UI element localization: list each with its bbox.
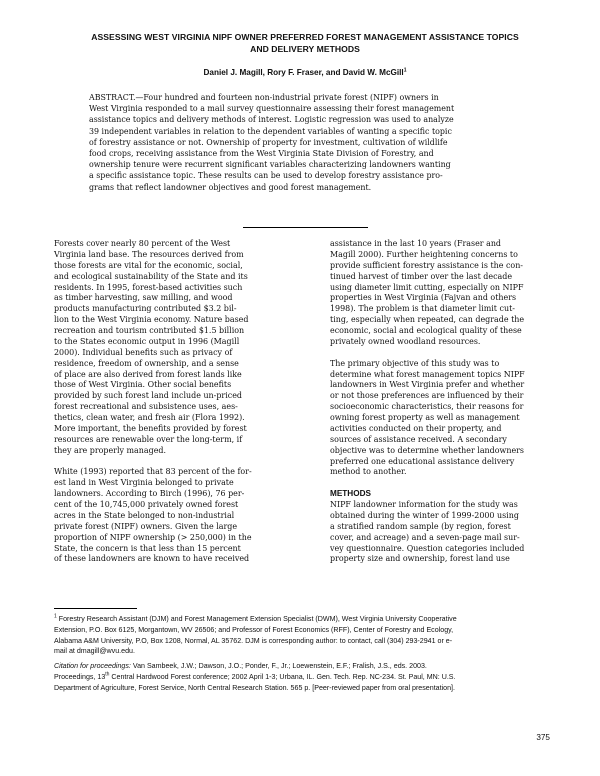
text-line: privately owned woodland resources. xyxy=(330,336,481,346)
text-line: properties in West Virginia (Fajvan and others xyxy=(330,293,517,303)
text-line: More important, the benefits provided by forest xyxy=(54,423,247,433)
text-line: resources are renewable over the long-term, if xyxy=(54,434,243,444)
citation-text: Central Hardwood Forest conference; 2002 April 1-3; Urbana, IL. Gen. Tech. Rep. NC-234. St. Paul, MN: U.S. xyxy=(109,672,456,681)
abstract-line: of forestry assistance or not. Ownership of property for investment, cultivation of wildlife xyxy=(89,137,448,147)
text-line: Forests cover nearly 80 percent of the West xyxy=(54,239,231,248)
paragraph xyxy=(54,239,294,457)
footnote-text: Forestry Research Assistant (DJM) and Forest Management Extension Specialist (DWM), West Virginia University Cooperative xyxy=(56,615,457,623)
text-line: State, the concern is that less than 15 percent xyxy=(54,543,241,553)
text-line: sources of assistance received. A secondary xyxy=(330,434,507,444)
abstract xyxy=(89,92,521,193)
abstract-line: ownership tenure were recurrent significant variables characterizing landowners wanting xyxy=(89,160,451,170)
abstract-line: assistance topics and delivery methods of interest. Logistic regression was used to analyze xyxy=(89,115,454,125)
text-line: cover, and acreage) and a seven-page mail sur- xyxy=(330,532,520,542)
text-line: of place are also derived from forest lands like xyxy=(54,369,242,379)
text-line: residents. In 1995, forest-based activities such xyxy=(54,282,243,292)
text-line: and ecological sustainability of the State and its xyxy=(54,271,248,281)
text-line: economic, social and ecological quality of these xyxy=(330,326,522,335)
abstract-line: grams that reflect landowner objectives and good forest management. xyxy=(89,182,372,192)
text-line: activities conducted on their property, and xyxy=(330,423,502,433)
text-line: forest recreational and subsistence uses, aes- xyxy=(54,402,238,412)
text-line: those of West Virginia. Other social benefits xyxy=(54,380,232,390)
text-line: tinued harvest of timber over the last decade xyxy=(330,271,513,281)
text-line: owning forest property as well as management xyxy=(330,413,520,423)
section-divider xyxy=(243,227,368,228)
text-line: method to another. xyxy=(330,467,407,477)
text-line: ting, especially when repeated, can degrade the xyxy=(330,315,525,325)
title-line: ASSESSING WEST VIRGINIA NIPF OWNER PREFERRED FOREST MANAGEMENT ASSISTANCE TOPICS xyxy=(91,32,519,42)
abstract-line: food crops, receiving assistance from the West Virginia State Division of Forestry, and xyxy=(89,149,434,159)
text-line: est land in West Virginia belonged to private xyxy=(54,478,234,488)
text-line: landowners in West Virginia prefer and whether xyxy=(330,380,525,390)
text-line: provide sufficient forestry assistance is the con- xyxy=(330,260,523,270)
title-line: AND DELIVERY METHODS xyxy=(250,44,360,54)
text-line: White (1993) reported that 83 percent of the for- xyxy=(54,467,252,477)
footnote-line: mail at dmagill@wvu.edu. xyxy=(54,647,135,656)
text-line: those forests are vital for the economic, social, xyxy=(54,260,243,270)
text-line: vey questionnaire. Question categories included xyxy=(330,543,525,553)
text-line: landowners. According to Birch (1996), 76 per- xyxy=(54,489,245,499)
paragraph xyxy=(330,239,570,348)
text-line: as timber harvesting, saw milling, and wood xyxy=(54,293,233,303)
footnote-line xyxy=(54,614,549,625)
text-line: acres in the State belonged to non-industrial xyxy=(54,510,235,520)
text-line: products manufacturing contributed $3.2 bil- xyxy=(54,304,237,314)
text-line: The primary objective of this study was to xyxy=(330,358,500,368)
authors-text: Daniel J. Magill, Rory F. Fraser, and David W. McGill xyxy=(203,68,404,77)
methods-heading: METHODS xyxy=(330,489,371,499)
text-line: of these landowners are known to have received xyxy=(54,554,250,564)
text-line: property size and ownership, forest land use xyxy=(330,554,510,564)
author-list xyxy=(70,68,540,77)
abstract-line: a specific assistance topic. These results can be used to develop forestry assistance pro- xyxy=(89,171,443,181)
footnote-divider xyxy=(54,608,137,609)
citation-text: Van Sambeek, J.W.; Dawson, J.O.; Ponder, F., Jr.; Loewenstein, E.F.; Fralish, J.S., eds. 2003. xyxy=(130,662,427,670)
text-line: thetics, clean water, and fresh air (Flora 1992). xyxy=(54,413,245,422)
page-number: 375 xyxy=(536,733,550,742)
citation xyxy=(54,661,549,693)
text-line: assistance in the last 10 years (Fraser and xyxy=(330,239,502,248)
text-line: obtained during the winter of 1999-2000 using xyxy=(330,510,519,520)
paper-title xyxy=(70,31,540,55)
right-column xyxy=(330,239,570,576)
text-line: Magill 2000). Further heightening concerns to xyxy=(330,249,518,259)
text-line: 1998). The problem is that diameter limit cut- xyxy=(330,304,515,314)
text-line: proportion of NIPF ownership (> 250,000) in the xyxy=(54,532,252,542)
text-line: preferred one educational assistance delivery xyxy=(330,456,515,466)
text-line: or not those preferences are influenced by their xyxy=(330,391,524,401)
citation-line xyxy=(54,672,549,683)
text-line: determine what forest management topics NIPF xyxy=(330,369,525,379)
left-column xyxy=(54,239,294,576)
abstract-line: 39 independent variables in relation to the dependent variables of wanting a specific topic xyxy=(89,126,452,136)
author-footnote xyxy=(54,614,549,657)
paragraph xyxy=(54,467,294,565)
citation-text: Proceedings, 13 xyxy=(54,672,106,681)
abstract-line: ABSTRACT.—Four hundred and fourteen non-industrial private forest (NIPF) owners in xyxy=(89,93,439,102)
citation-label: Citation for proceedings: xyxy=(54,662,131,670)
paragraph xyxy=(330,500,570,565)
paragraph xyxy=(330,359,570,479)
citation-line xyxy=(54,661,549,672)
text-line: 2000). Individual benefits such as privacy of xyxy=(54,347,233,357)
ordinal-suffix: th xyxy=(105,671,110,678)
author-footnote-marker: 1 xyxy=(403,67,407,74)
text-line: they are properly managed. xyxy=(54,445,167,455)
text-line: to the States economic output in 1996 (Magill xyxy=(54,336,240,346)
text-line: private forest (NIPF) owners. Given the large xyxy=(54,521,238,531)
text-line: residence, freedom of ownership, and a sense xyxy=(54,358,239,368)
text-line: Virginia land base. The resources derived from xyxy=(54,249,244,259)
footnote-marker: 1 xyxy=(54,613,57,620)
text-line: objective was to determine whether landowners xyxy=(330,445,525,455)
text-line: a stratified random sample (by region, forest xyxy=(330,521,511,531)
text-line: NIPF landowner information for the study was xyxy=(330,500,518,510)
text-line: using diameter limit cutting, especially on NIPF xyxy=(330,282,524,292)
text-line: provided by such forest land include un-priced xyxy=(54,391,242,401)
abstract-line: West Virginia responded to a mail survey questionnaire assessing their forest management xyxy=(89,104,455,114)
text-line: cent of the 10,745,000 privately owned forest xyxy=(54,500,239,510)
footnote-line: Alabama A&M University, P.O, Box 1208, Normal, AL 35762. DJM is corresponding author: to contact, call (304) 293-2941 or e- xyxy=(54,636,453,645)
text-line: lion to the West Virginia economy. Nature based xyxy=(54,315,249,325)
text-line: recreation and tourism contributed $1.5 billion xyxy=(54,326,245,335)
citation-line: Department of Agriculture, Forest Service, North Central Research Station. 565 p. [Peer-reviewed paper from oral presentation]. xyxy=(54,683,455,692)
text-line: socioeconomic characteristics, their reasons for xyxy=(330,402,524,412)
footnote-line: Extension, P.O. Box 6125, Morgantown, WV 26506; and Professor of Forest Economics (RFF), Center of Forestry and Ecology, xyxy=(54,625,454,634)
